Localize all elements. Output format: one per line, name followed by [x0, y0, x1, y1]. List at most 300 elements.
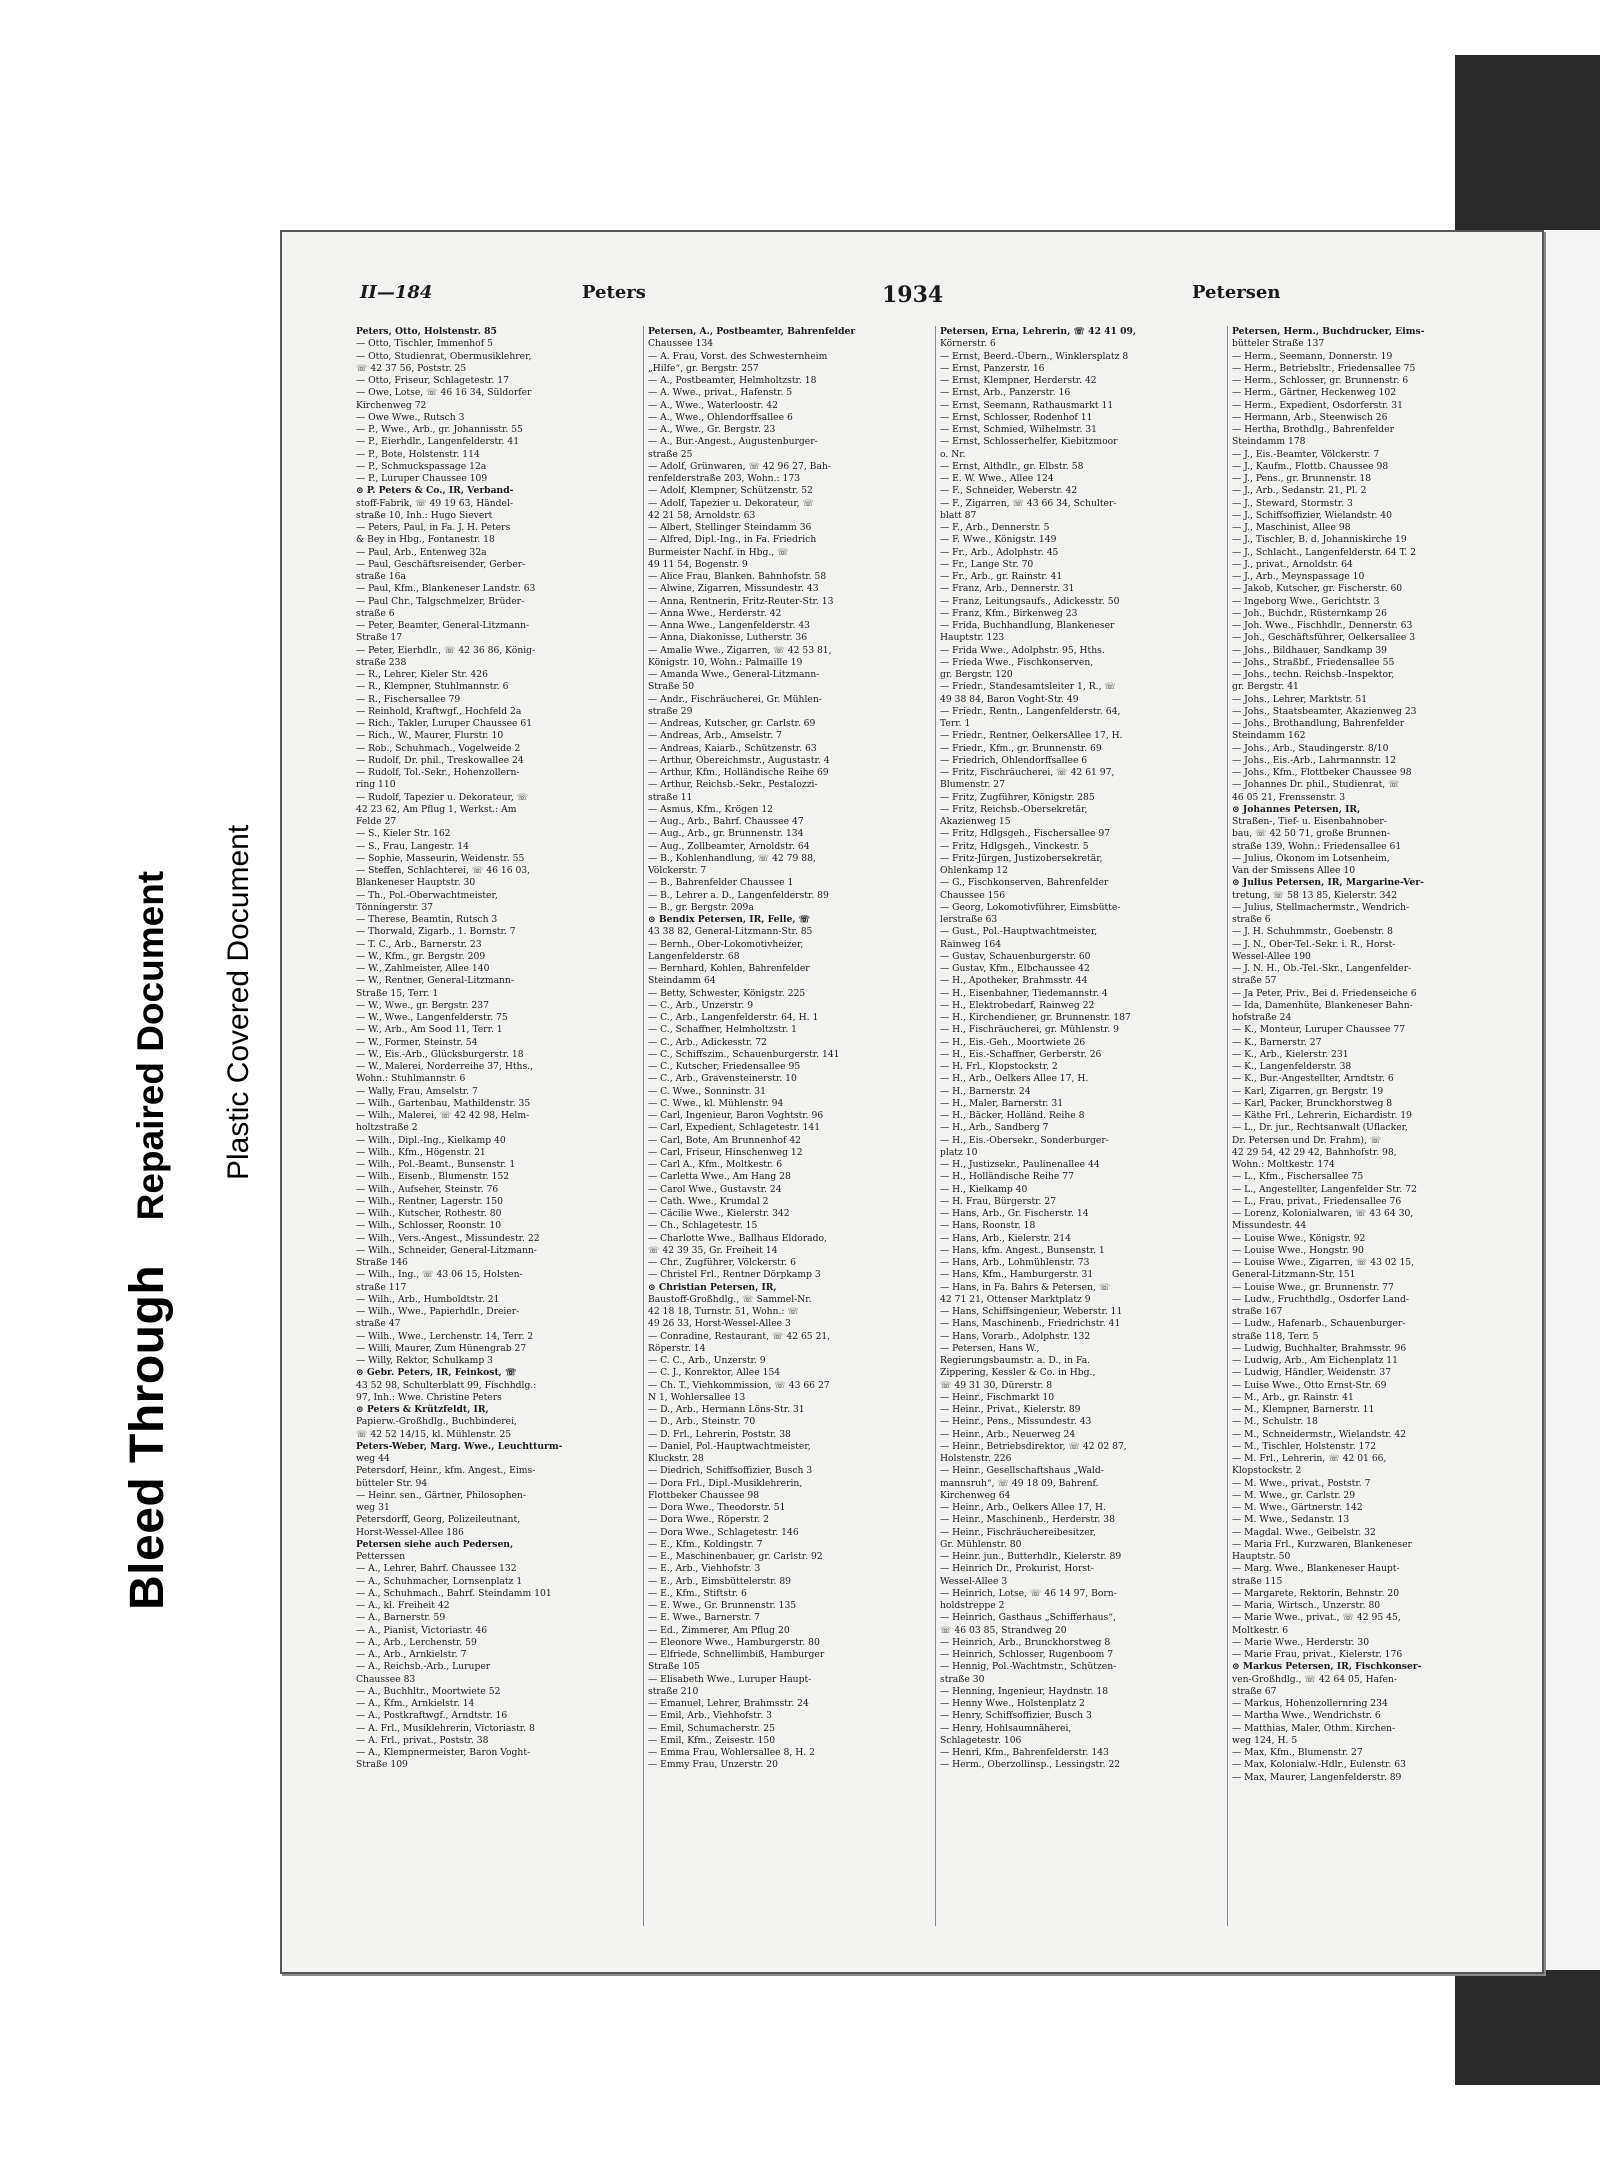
directory-entry: — F. Wwe., Königstr. 149 — [940, 534, 1057, 546]
directory-entry: — A., Wwe., Gr. Bergstr. 23 — [648, 424, 776, 435]
directory-entry: Steindamm 162 — [1232, 730, 1306, 742]
directory-entry: 49 11 54, Bogenstr. 9 — [648, 558, 748, 570]
directory-entry: — Julius, Ökonom im Lotsenheim, — [1232, 852, 1390, 864]
directory-entry: Wohn.: Stuhlmannstr. 6 — [356, 1073, 466, 1085]
directory-entry: — Ernst, Seemann, Rathausmarkt 11 — [940, 399, 1114, 411]
directory-entry: Van der Smissens Allee 10 — [1232, 865, 1356, 876]
directory-entry: — Bernhard, Kohlen, Bahrenfelder — [648, 963, 810, 974]
directory-entry: Petersen, Herm., Buchdrucker, Eims- — [1232, 326, 1425, 337]
directory-entry: straße 210 — [648, 1685, 699, 1697]
directory-entry: — Reinhold, Kraftwgf., Hochfeld 2a — [356, 705, 522, 717]
directory-entry: — Herm., Betriebsltr., Friedensallee 75 — [1232, 362, 1416, 374]
directory-entry: — Martha Wwe., Wendrichstr. 6 — [1232, 1710, 1381, 1722]
directory-entry: — Anna, Rentnerin, Fritz-Reuter-Str. 13 — [648, 595, 834, 607]
directory-entry: — Otto, Studienrat, Obermusiklehrer, — [356, 350, 532, 362]
directory-entry: — Thorwald, Zigarb., 1. Bornstr. 7 — [356, 926, 516, 938]
directory-entry: — C., Arb., Unzerstr. 9 — [648, 999, 754, 1011]
directory-entry: — Otto, Tischler, Immenhof 5 — [356, 338, 493, 350]
directory-entry: — P., Luruper Chaussee 109 — [356, 473, 488, 484]
directory-entry: — Hans, Maschinenb., Friedrichstr. 41 — [940, 1318, 1121, 1330]
directory-entry: — Aug., Zollbeamter, Arnoldstr. 64 — [648, 840, 810, 852]
directory-entry: — H., Apotheker, Brahmsstr. 44 — [940, 975, 1088, 987]
directory-entry: — A., Barnerstr. 59 — [356, 1612, 446, 1624]
directory-entry: — E., Maschinenbauer, gr. Carlstr. 92 — [648, 1551, 823, 1562]
directory-entry: — L., Angestellter, Langenfelder Str. 72 — [1232, 1183, 1417, 1195]
directory-entry: — Ernst, Schmied, Wilhelmstr. 31 — [940, 424, 1098, 435]
directory-entry: — Peter, Eierhdlr., ☏ 42 36 86, König- — [356, 644, 536, 656]
directory-entry: — Emanuel, Lehrer, Brahmsstr. 24 — [648, 1698, 809, 1709]
directory-entry: — Fritz, Hdlgsgeh., Vinckestr. 5 — [940, 840, 1089, 852]
directory-entry: ☏ 42 52 14/15, kl. Mühlenstr. 25 — [356, 1428, 512, 1440]
directory-entry: — Andreas, Arb., Amselstr. 7 — [648, 730, 782, 742]
directory-entry: — Alfred, Dipl.-Ing., in Fa. Friedrich — [648, 534, 817, 546]
directory-entry: — Johs., techn. Reichsb.-Inspektor, — [1232, 669, 1395, 680]
directory-entry: — Arthur, Reichsb.-Sekr., Pestalozzi- — [648, 779, 818, 791]
directory-entry: — Dora Wwe., Theodorstr. 51 — [648, 1502, 786, 1513]
directory-entry: — B., Lehrer a. D., Langenfelderstr. 89 — [648, 889, 829, 901]
directory-entry: Zippering, Kessler & Co. in Hbg., — [940, 1367, 1096, 1379]
directory-entry: — J., Maschinist, Allee 98 — [1232, 522, 1351, 533]
directory-entry: — Rudolf, Tol.-Sekr., Hohenzollern- — [356, 767, 520, 778]
directory-entry: Petersdorff, Georg, Polizeileutnant, — [356, 1514, 521, 1526]
directory-entry: — A., Postbeamter, Helmholtzstr. 18 — [648, 375, 817, 386]
directory-entry: ven-Großhdlg., ☏ 42 64 05, Hafen- — [1232, 1673, 1397, 1685]
directory-entry: — J., Pens., gr. Brunnenstr. 18 — [1232, 473, 1372, 484]
directory-entry: — Ida, Damenhüte, Blankeneser Bahn- — [1232, 999, 1413, 1011]
directory-entry: — H., Arb., Sandberg 7 — [940, 1122, 1049, 1134]
directory-entry: — Marie Frau, privat., Kielerstr. 176 — [1232, 1649, 1403, 1660]
directory-entry: — Joh., Geschäftsführer, Oelkersallee 3 — [1232, 632, 1416, 644]
directory-entry: straße 139, Wohn.: Friedensallee 61 — [1232, 840, 1402, 852]
directory-entry: — Magdal. Wwe., Geibelstr. 32 — [1232, 1526, 1376, 1538]
directory-entry: blatt 87 — [940, 509, 977, 521]
directory-entry: — Marie Wwe., Herderstr. 30 — [1232, 1636, 1370, 1648]
directory-entry: Dr. Petersen und Dr. Frahm), ☏ — [1232, 1134, 1382, 1146]
directory-entry: & Bey in Hbg., Fontanestr. 18 — [356, 534, 495, 546]
directory-entry: 43 52 98, Schulterblatt 99, Fischhdlg.: — [356, 1379, 537, 1391]
directory-entry: — Andr., Fischräucherei, Gr. Mühlen- — [648, 693, 822, 705]
directory-entry: bütteler Str. 94 — [356, 1477, 428, 1489]
directory-entry: ⊙ Peters & Krützfeldt, IR, — [356, 1404, 489, 1415]
directory-entry: — Hans, Arb., Lohmühlenstr. 73 — [940, 1257, 1090, 1268]
directory-entry: Regierungsbaumstr. a. D., in Fa. — [940, 1355, 1091, 1366]
directory-entry: — Käthe Frl., Lehrerin, Eichardistr. 19 — [1232, 1110, 1412, 1121]
directory-entry: — A. Wwe., privat., Hafenstr. 5 — [648, 387, 793, 399]
directory-entry: o. Nr. — [940, 448, 966, 460]
directory-entry: — Paul, Kfm., Blankeneser Landstr. 63 — [356, 583, 536, 595]
directory-entry: — Wilh., Rentner, Lagerstr. 150 — [356, 1195, 503, 1207]
directory-entry: lerstraße 63 — [940, 914, 998, 925]
directory-entry: — H., Eis.-Schaffner, Gerberstr. 26 — [940, 1048, 1102, 1060]
directory-entry: — Dora Wwe., Schlagetestr. 146 — [648, 1526, 799, 1538]
directory-entry: — Chr., Zugführer, Völckerstr. 6 — [648, 1257, 796, 1268]
directory-entry: — H., Kielkamp 40 — [940, 1183, 1028, 1195]
directory-entry: — K., Barnerstr. 27 — [1232, 1036, 1322, 1048]
directory-entry: — E., Kfm., Koldingstr. 7 — [648, 1538, 763, 1550]
directory-entry: — C., Schiffszim., Schauenburgerstr. 141 — [648, 1048, 840, 1060]
directory-entry: — W., Wwe., gr. Bergstr. 237 — [356, 999, 489, 1011]
directory-entry: — Peter, Beamter, General-Litzmann- — [356, 620, 530, 631]
directory-entry: 43 38 82, General-Litzmann-Str. 85 — [648, 926, 813, 938]
directory-entry: Burmeister Nachf. in Hbg., ☏ — [648, 546, 789, 558]
directory-entry: ⊙ P. Peters & Co., IR, Verband- — [356, 485, 514, 497]
directory-entry: — J., Schlacht., Langenfelderstr. 64 T. 2 — [1232, 546, 1417, 558]
directory-entry: 42 21 58, Arnoldstr. 63 — [648, 509, 756, 521]
directory-entry: — H. Frl., Klopstockstr. 2 — [940, 1061, 1058, 1072]
directory-entry: — Ernst, Schlosserhelfer, Kiebitzmoor — [940, 436, 1118, 448]
directory-entry: — Max, Maurer, Langenfelderstr. 89 — [1232, 1771, 1402, 1783]
directory-entry: — Carl, Bote, Am Brunnenhof 42 — [648, 1134, 802, 1146]
directory-entry: — Anna Wwe., Herderstr. 42 — [648, 607, 782, 619]
directory-entry: — J. N., Ober-Tel.-Sekr. i. R., Horst- — [1232, 938, 1396, 950]
directory-entry: — A., Postkraftwgf., Arndtstr. 16 — [356, 1710, 508, 1722]
directory-entry: — Peters, Paul, in Fa. J. H. Peters — [356, 522, 511, 533]
directory-entry: stoff-Fabrik, ☏ 49 19 63, Händel- — [356, 497, 514, 509]
directory-entry: straße 117 — [356, 1281, 407, 1293]
directory-entry: — Karl, Packer, Brunckhorstweg 8 — [1232, 1097, 1393, 1109]
directory-entry: — Andreas, Kutscher, gr. Carlstr. 69 — [648, 718, 816, 729]
directory-entry: Kluckstr. 28 — [648, 1453, 704, 1464]
directory-entry: — D., Arb., Hermann Löns-Str. 31 — [648, 1404, 805, 1415]
directory-entry: — Maria Frl., Kurzwaren, Blankeneser — [1232, 1538, 1412, 1550]
directory-entry: — Wilh., Malerei, ☏ 42 42 98, Helm- — [356, 1110, 530, 1121]
directory-entry: — Ingeborg Wwe., Gerichtstr. 3 — [1232, 595, 1380, 607]
directory-entry: — Ernst, Klempner, Herderstr. 42 — [940, 375, 1097, 386]
bleed-through-label: Bleed Through — [121, 1264, 174, 1610]
side-label-bleed — [120, 871, 175, 1610]
directory-entry: — Louise Wwe., Zigarren, ☏ 43 02 15, — [1232, 1257, 1415, 1268]
directory-entry: Wessel-Allee 190 — [1232, 950, 1311, 962]
directory-entry: — J., Arb., Meynspassage 10 — [1232, 571, 1365, 582]
directory-entry: — K., Bur.-Angestellter, Arndtstr. 6 — [1232, 1073, 1394, 1085]
directory-entry: — H., Eis.-Obersekr., Sonderburger- — [940, 1134, 1109, 1146]
directory-entry: — Adolf, Tapezier u. Dekorateur, ☏ — [648, 497, 815, 509]
directory-entry: — Therese, Beamtin, Rutsch 3 — [356, 914, 498, 925]
directory-entry: — Willi, Maurer, Zum Hünengrab 27 — [356, 1342, 527, 1354]
directory-entry: — S., Frau, Langestr. 14 — [356, 840, 469, 852]
directory-entry: straße 167 — [1232, 1306, 1283, 1317]
directory-entry: straße 16a — [356, 571, 406, 582]
directory-entry: — P., Eierhdlr., Langenfelderstr. 41 — [356, 436, 520, 448]
directory-entry: — Petersen, Hans W., — [940, 1342, 1040, 1354]
directory-entry: — J., Steward, Stormstr. 3 — [1232, 497, 1353, 509]
directory-entry: — B., Bahrenfelder Chaussee 1 — [648, 877, 794, 889]
header-left-name: Peters — [582, 282, 646, 303]
directory-entry: — Friedr., Rentner, OelkersAllee 17, H. — [940, 730, 1123, 742]
directory-entry: — Markus, Hohenzollernring 234 — [1232, 1698, 1388, 1709]
directory-entry: straße 29 — [648, 705, 693, 717]
directory-entry: 49 38 84, Baron Voght-Str. 49 — [940, 693, 1079, 705]
directory-entry: — Christel Frl., Rentner Dörpkamp 3 — [648, 1269, 821, 1281]
directory-entry: — A., Buchhltr., Moortwiete 52 — [356, 1685, 501, 1697]
directory-entry: — F., Arb., Dennerstr. 5 — [940, 522, 1050, 533]
directory-entry: — Joh. Wwe., Fischhdlr., Dennerstr. 63 — [1232, 620, 1413, 631]
directory-entry: — Emil, Schumacherstr. 25 — [648, 1722, 775, 1734]
directory-column-4 — [1228, 326, 1520, 1926]
directory-entry: — E. Wwe., Barnerstr. 7 — [648, 1612, 761, 1624]
directory-entry: — Franz, Kfm., Birkenweg 23 — [940, 607, 1078, 619]
directory-entry: — Asmus, Kfm., Krögen 12 — [648, 803, 774, 815]
directory-entry: — A. Frl., privat., Poststr. 38 — [356, 1734, 489, 1746]
directory-entry: Steindamm 64 — [648, 975, 716, 987]
directory-entry: — Joh., Buchdr., Rüsternkamp 26 — [1232, 607, 1387, 619]
directory-entry: — Carl A., Kfm., Moltkestr. 6 — [648, 1159, 783, 1170]
directory-entry: — Amanda Wwe., General-Litzmann- — [648, 669, 820, 680]
directory-entry: — D. Frl., Lehrerin, Poststr. 38 — [648, 1428, 791, 1440]
directory-entry: Felde 27 — [356, 816, 397, 827]
directory-entry: — Heinrich, Lotse, ☏ 46 14 97, Born- — [940, 1587, 1117, 1599]
directory-entry: — Arthur, Kfm., Holländische Reihe 69 — [648, 767, 829, 778]
directory-entry: Kirchenweg 72 — [356, 399, 427, 411]
directory-entry: ⊙ Markus Petersen, IR, Fischkonser- — [1232, 1661, 1422, 1673]
directory-entry: — H. Frau, Bürgerstr. 27 — [940, 1195, 1057, 1207]
directory-entry: — A., Reichsb.-Arb., Luruper — [356, 1661, 491, 1673]
directory-entry: Schlagetestr. 106 — [940, 1734, 1022, 1746]
directory-entry: — Friedr., Kfm., gr. Brunnenstr. 69 — [940, 742, 1102, 754]
directory-entry: straße 25 — [648, 448, 693, 460]
directory-entry: 49 26 33, Horst-Wessel-Allee 3 — [648, 1318, 791, 1330]
directory-entry: — Johs., Kfm., Flottbeker Chaussee 98 — [1232, 767, 1412, 778]
directory-entry: straße 11 — [648, 791, 693, 803]
directory-entry: gr. Bergstr. 120 — [940, 669, 1013, 680]
directory-entry: 42 18 18, Turnstr. 51, Wohn.: ☏ — [648, 1306, 799, 1317]
directory-entry: Kirchenweg 64 — [940, 1489, 1011, 1501]
directory-entry: — Elfriede, Schnellimbiß, Hamburger — [648, 1649, 825, 1660]
directory-entry: — Margarete, Rektorin, Behnstr. 20 — [1232, 1587, 1400, 1599]
directory-entry: — E., Kfm., Stiftstr. 6 — [648, 1587, 747, 1599]
directory-entry: Flottbeker Chaussee 98 — [648, 1489, 760, 1501]
directory-entry: bau, ☏ 42 50 71, große Brunnen- — [1232, 828, 1390, 840]
directory-entry: — D., Arb., Steinstr. 70 — [648, 1416, 756, 1428]
directory-entry: — H., Kirchendiener, gr. Brunnenstr. 187 — [940, 1012, 1131, 1023]
directory-entry: 42 29 54, 42 29 42, Bahnhofstr. 98, — [1232, 1146, 1397, 1158]
directory-entry: — Hans, Schiffsingenieur, Weberstr. 11 — [940, 1306, 1123, 1317]
directory-entry: — Hermann, Arb., Steenwisch 26 — [1232, 411, 1388, 423]
directory-entry: — C. J., Konrektor, Allee 154 — [648, 1367, 781, 1379]
directory-entry: — Henri, Kfm., Bahrenfelderstr. 143 — [940, 1747, 1109, 1758]
directory-entry: straße 6 — [356, 607, 395, 619]
directory-entry: — Herm., Oberzollinsp., Lessingstr. 22 — [940, 1759, 1121, 1771]
directory-entry: — E., Arb., Viehhofstr. 3 — [648, 1563, 761, 1575]
directory-entry: — T. C., Arb., Barnerstr. 23 — [356, 938, 482, 950]
directory-entry: — Dora Wwe., Röperstr. 2 — [648, 1514, 769, 1526]
directory-entry: — Lorenz, Kolonialwaren, ☏ 43 64 30, — [1232, 1208, 1414, 1219]
directory-entry: — J. N. H., Ob.-Tel.-Skr., Langenfelder- — [1232, 963, 1412, 974]
page-header — [352, 282, 1532, 318]
directory-entry: Petersdorf, Heinr., kfm. Angest., Eims- — [356, 1465, 536, 1477]
directory-entry: — B., gr. Bergstr. 209a — [648, 901, 754, 913]
directory-entry: — Heinr., Pens., Missundestr. 43 — [940, 1416, 1092, 1428]
directory-entry: — Henry, Hohlsaumnäherei, — [940, 1722, 1072, 1734]
directory-entry: Straßen-, Tief- u. Eisenbahnober- — [1232, 816, 1387, 827]
directory-entry: „Hilfe“, gr. Bergstr. 257 — [648, 362, 759, 374]
directory-entry: — Wilh., Vers.-Angest., Missundestr. 22 — [356, 1232, 540, 1244]
directory-entry: — Heinr., Gesellschaftshaus „Wald- — [940, 1465, 1104, 1477]
directory-entry: — Maria, Wirtsch., Unzerstr. 80 — [1232, 1600, 1381, 1611]
directory-entry: — Emil, Arb., Viehhofstr. 3 — [648, 1710, 773, 1722]
directory-entry: — L., Frau, privat., Friedensallee 76 — [1232, 1195, 1402, 1207]
directory-entry: — Cäcilie Wwe., Kielerstr. 342 — [648, 1208, 790, 1219]
directory-entry: Petersen, Erna, Lehrerin, ☏ 42 41 09, — [940, 326, 1137, 337]
directory-entry: — P., Schmuckspassage 12a — [356, 460, 487, 472]
directory-entry: — P., Bote, Holstenstr. 114 — [356, 448, 480, 460]
directory-entry: hofstraße 24 — [1232, 1012, 1292, 1023]
directory-entry: — Louise Wwe., gr. Brunnenstr. 77 — [1232, 1281, 1394, 1293]
directory-entry: Chaussee 134 — [648, 338, 714, 350]
directory-entry: — Ludwig, Arb., Am Eichenplatz 11 — [1232, 1355, 1398, 1366]
directory-entry: — Andreas, Kaiarb., Schützenstr. 63 — [648, 742, 817, 754]
directory-entry: ⊙ Julius Petersen, IR, Margarine-Ver- — [1232, 877, 1424, 889]
directory-entry: straße 118, Terr. 5 — [1232, 1330, 1319, 1342]
directory-entry: — Elisabeth Wwe., Luruper Haupt- — [648, 1673, 812, 1685]
directory-entry: — Johs., Eis.-Arb., Lahrmannstr. 12 — [1232, 754, 1397, 766]
directory-entry: — C., Arb., Adickesstr. 72 — [648, 1036, 767, 1048]
directory-entry: — Ludw., Fruchthdlg., Osdorfer Land- — [1232, 1293, 1410, 1305]
directory-entry: Papierw.-Großhdlg., Buchbinderei, — [356, 1416, 517, 1428]
directory-entry: — M., Schulstr. 18 — [1232, 1416, 1318, 1428]
directory-entry: — Herm., Expedient, Osdorferstr. 31 — [1232, 399, 1403, 411]
directory-entry: Straße 17 — [356, 632, 403, 644]
directory-entry: — Heinr. sen., Gärtner, Philosophen- — [356, 1489, 526, 1501]
directory-entry: — Johs., Staatsbeamter, Akazienweg 23 — [1232, 705, 1417, 717]
directory-entry: Klopstockstr. 2 — [1232, 1465, 1302, 1477]
directory-entry: — Max, Kolonialw.-Hdlr., Eulenstr. 63 — [1232, 1759, 1406, 1771]
directory-entry: — Herm., Seemann, Donnerstr. 19 — [1232, 350, 1393, 362]
directory-entry: — M. Wwe., Sedanstr. 13 — [1232, 1514, 1350, 1526]
directory-entry: — Ludwig, Buchhalter, Brahmsstr. 96 — [1232, 1342, 1407, 1354]
directory-entry: — J. H. Schuhmmstr., Goebenstr. 8 — [1232, 926, 1393, 938]
directory-entry: Holstenstr. 226 — [940, 1453, 1012, 1464]
directory-entry: — Ja Peter, Priv., Bei d. Friedenseiche 6 — [1232, 987, 1417, 999]
directory-entry: — Heinr. jun., Butterhdlr., Kielerstr. 89 — [940, 1551, 1122, 1562]
directory-entry: — M., Klempner, Barnerstr. 11 — [1232, 1404, 1375, 1415]
directory-entry: tretung, ☏ 58 13 85, Kielerstr. 342 — [1232, 889, 1398, 901]
directory-entry: Völckerstr. 7 — [648, 865, 707, 876]
directory-entry: — Wilh., Kutscher, Rothestr. 80 — [356, 1208, 502, 1219]
directory-entry: — C. Wwe., Sonninstr. 31 — [648, 1085, 766, 1097]
directory-entry: — Johs., Arb., Staudingerstr. 8/10 — [1232, 742, 1389, 754]
directory-entry: — Paul, Arb., Entenweg 32a — [356, 546, 487, 558]
directory-entry: — Henny Wwe., Holstenplatz 2 — [940, 1698, 1085, 1709]
directory-entry: — L., Kfm., Fischersallee 75 — [1232, 1171, 1364, 1183]
directory-entry: — Emil, Kfm., Zeisestr. 150 — [648, 1734, 776, 1746]
directory-entry: straße 57 — [1232, 975, 1277, 987]
directory-entry: — Dora Frl., Dipl.-Musiklehrerin, — [648, 1477, 803, 1489]
directory-entry: — C., Schaffner, Helmholtzstr. 1 — [648, 1024, 798, 1036]
directory-entry: — Henning, Ingenieur, Haydnstr. 18 — [940, 1685, 1109, 1697]
directory-entry: Wohn.: Moltkestr. 174 — [1232, 1159, 1335, 1170]
directory-entry: — H., Eisenbahner, Tiedemannstr. 4 — [940, 987, 1108, 999]
directory-entry: 46 05 21, Frenssenstr. 3 — [1232, 791, 1346, 803]
directory-entry: — Franz, Arb., Dennerstr. 31 — [940, 583, 1075, 595]
directory-entry: — J., Arb., Sedanstr. 21, Pl. 2 — [1232, 485, 1367, 497]
directory-entry: — Frida Wwe., Adolphstr. 95, Hths. — [940, 644, 1105, 656]
directory-entry: — Alwine, Zigarren, Missundestr. 43 — [648, 583, 819, 595]
directory-entry: Straße 105 — [648, 1661, 700, 1673]
directory-entry: ☏ 42 39 35, Gr. Freiheit 14 — [648, 1244, 778, 1256]
directory-entry: — Hans, kfm. Angest., Bunsenstr. 1 — [940, 1244, 1105, 1256]
directory-entry: Gr. Mühlenstr. 80 — [940, 1538, 1022, 1550]
directory-entry: — A., Wwe., Waterloostr. 42 — [648, 399, 778, 411]
directory-entry: ☏ 46 03 85, Strandweg 20 — [940, 1624, 1067, 1636]
directory-entry: 97, Inh.: Wwe. Christine Peters — [356, 1391, 502, 1403]
directory-entry: Straße 109 — [356, 1759, 408, 1771]
directory-entry: — G., Fischkonserven, Bahrenfelder — [940, 877, 1109, 889]
directory-entry: Horst-Wessel-Allee 186 — [356, 1526, 464, 1538]
directory-entry: — H., Eis.-Geh., Moortwiete 26 — [940, 1036, 1086, 1048]
directory-entry: Ohlenkamp 12 — [940, 865, 1008, 876]
directory-entry: — Ludwig, Händler, Weidenstr. 37 — [1232, 1367, 1392, 1379]
directory-entry: ⊙ Johannes Petersen, IR, — [1232, 803, 1361, 815]
directory-entry: — Rich., Takler, Luruper Chaussee 61 — [356, 718, 533, 729]
directory-entry: — Fritz, Zugführer, Königstr. 285 — [940, 791, 1095, 803]
directory-entry: — Hans, Kfm., Hamburgerstr. 31 — [940, 1269, 1094, 1281]
directory-entry: — H., Barnerstr. 24 — [940, 1085, 1031, 1097]
directory-entry: weg 44 — [356, 1453, 390, 1464]
directory-entry: bütteler Straße 137 — [1232, 338, 1325, 350]
directory-entry: ⊙ Christian Petersen, IR, — [648, 1281, 777, 1293]
directory-entry: straße 238 — [356, 656, 407, 668]
directory-entry: — Heinr., Maschinenb., Herderstr. 38 — [940, 1514, 1115, 1526]
directory-entry: — Owe, Lotse, ☏ 46 16 34, Süldorfer — [356, 387, 532, 399]
directory-entry: Petersen, A., Postbeamter, Bahrenfelder — [648, 326, 856, 337]
directory-entry: — M., Schneidermstr., Wielandstr. 42 — [1232, 1428, 1407, 1440]
directory-entry: — Frida, Buchhandlung, Blankeneser — [940, 620, 1115, 631]
directory-entry: — W., Eis.-Arb., Glücksburgerstr. 18 — [356, 1048, 524, 1060]
directory-entry: — Heinrich Dr., Prokurist, Horst- — [940, 1563, 1094, 1575]
directory-entry: Straße 50 — [648, 681, 695, 693]
directory-entry: — Heinr., Arb., Neuerweg 24 — [940, 1428, 1076, 1440]
directory-entry: — Carl, Ingenieur, Baron Voghtstr. 96 — [648, 1110, 824, 1121]
directory-entry: — A., Pianist, Victoriastr. 46 — [356, 1624, 488, 1636]
directory-entry: 42 71 21, Ottenser Marktplatz 9 — [940, 1293, 1091, 1305]
directory-entry: — Fritz, Reichsb.-Obersekretär, — [940, 803, 1088, 815]
directory-entry: — Wally, Frau, Amselstr. 7 — [356, 1085, 478, 1097]
directory-entry: — Herm., Gärtner, Heckenweg 102 — [1232, 387, 1397, 399]
directory-entry: — M. Wwe., privat., Poststr. 7 — [1232, 1477, 1371, 1489]
directory-entry: — Matthias, Maler, Othm. Kirchen- — [1232, 1722, 1396, 1734]
directory-entry: — Johs., Bildhauer, Sandkamp 39 — [1232, 644, 1388, 656]
directory-entry: N 1, Wohlersallee 13 — [648, 1391, 746, 1403]
directory-entry: weg 124, H. 5 — [1232, 1734, 1298, 1746]
directory-entry: ⊙ Bendix Petersen, IR, Felle, ☏ — [648, 914, 811, 925]
directory-entry: Baustoff-Großhdlg., ☏ Sammel-Nr. — [648, 1293, 812, 1305]
directory-entry: — Hans, Arb., Gr. Fischerstr. 14 — [940, 1208, 1089, 1219]
directory-entry: — Heinr., Fischmarkt 10 — [940, 1391, 1055, 1403]
directory-entry: — P., Wwe., Arb., gr. Johannisstr. 55 — [356, 424, 523, 435]
directory-entry: — Hans, Roonstr. 18 — [940, 1220, 1036, 1232]
directory-entry: — Anna Wwe., Langenfelderstr. 43 — [648, 620, 811, 631]
directory-entry: — C., Kutscher, Friedensallee 95 — [648, 1061, 801, 1072]
directory-entry: — Wilh., Gartenbau, Mathildenstr. 35 — [356, 1097, 531, 1109]
directory-entry: Blumenstr. 27 — [940, 779, 1005, 791]
directory-entry: platz 10 — [940, 1146, 978, 1158]
directory-entry: — Heinrich, Gasthaus „Schifferhaus“, — [940, 1612, 1116, 1624]
directory-entry: — M., Arb., gr. Rainstr. 41 — [1232, 1391, 1354, 1403]
directory-entry: — A., Lehrer, Bahrf. Chaussee 132 — [356, 1563, 517, 1575]
directory-entry: — Paul, Geschäftsreisender, Gerber- — [356, 558, 526, 570]
directory-entry: — A., Arb., Lerchenstr. 59 — [356, 1636, 477, 1648]
directory-entry: — L., Dr. jur., Rechtsanwalt (Uflacker, — [1232, 1122, 1408, 1134]
directory-entry: — K., Monteur, Luruper Chaussee 77 — [1232, 1024, 1406, 1036]
directory-entry: — J., privat., Arnoldstr. 64 — [1232, 558, 1353, 570]
directory-entry: — Hans, Arb., Kielerstr. 214 — [940, 1232, 1071, 1244]
directory-entry: — B., Kohlenhandlung, ☏ 42 79 88, — [648, 852, 816, 864]
directory-entry: Steindamm 178 — [1232, 436, 1306, 448]
directory-entry: Röperstr. 14 — [648, 1342, 706, 1354]
directory-entry: — Conradine, Restaurant, ☏ 42 65 21, — [648, 1330, 831, 1342]
directory-entry: — Gustav, Kfm., Elbchaussee 42 — [940, 963, 1090, 974]
